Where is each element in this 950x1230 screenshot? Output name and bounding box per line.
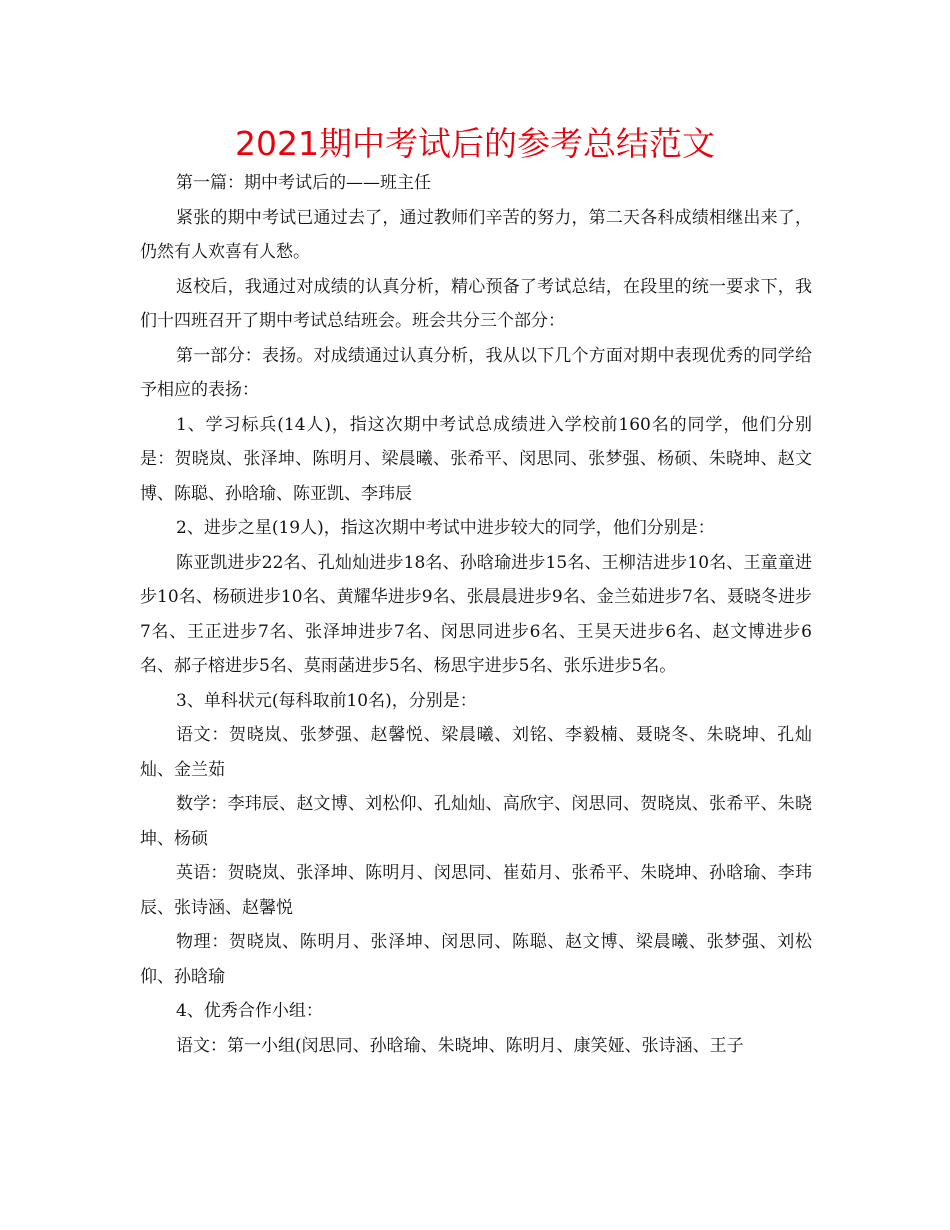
document-body [140, 166, 812, 1063]
paragraph-section-heading: 第一篇：期中考试后的——班主任 [176, 173, 431, 193]
paragraph-study-models: 1、学习标兵(14人)，指这次期中考试总成绩进入学校前160名的同学，他们分别是：贺晓岚、张泽坤、陈明月、梁晨曦、张希平、闵思同、张梦强、杨硕、朱晓坤、赵文博、陈聪、孙晗瑜、陈亚凯、李玮辰 [140, 414, 812, 504]
document-title: 2021期中考试后的参考总结范文 [235, 124, 715, 163]
paragraph-physics: 物理：贺晓岚、陈明月、张泽坤、闵思同、陈聪、赵文博、梁晨曦、张梦强、刘松仰、孙晗瑜 [140, 932, 812, 987]
paragraph-part-one: 第一部分：表扬。对成绩通过认真分析，我从以下几个方面对期中表现优秀的同学给予相应的表扬： [140, 345, 812, 400]
paragraph-cooperation-groups: 4、优秀合作小组： [176, 1001, 323, 1021]
paragraph-chinese-group: 语文：第一小组(闵思同、孙晗瑜、朱晓坤、陈明月、康笑娅、张诗涵、王子 [176, 1035, 744, 1056]
paragraph-meeting: 返校后，我通过对成绩的认真分析，精心预备了考试总结，在段里的统一要求下，我们十四班召开了期中考试总结班会。班会共分三个部分： [140, 276, 812, 331]
paragraph-math: 数学：李玮辰、赵文博、刘松仰、孔灿灿、高欣宇、闵思同、贺晓岚、张希平、朱晓坤、杨硕 [140, 794, 812, 849]
paragraph-intro: 紧张的期中考试已通过去了，通过教师们辛苦的努力，第二天各科成绩相继出来了，仍然有人欢喜有人愁。 [140, 207, 812, 262]
paragraph-progress-list: 陈亚凯进步22名、孔灿灿进步18名、孙晗瑜进步15名、王柳洁进步10名、王童童进步10名、杨硕进步10名、黄耀华进步9名、张晨晨进步9名、金兰茹进步7名、聂晓冬进步7名、王正进步7名、张泽坤进步7名、闵思同进步6名、王昊天进步6名、赵文博进步6名、郝子榕进步5名、莫雨菡进步5名、杨思宇进步5名、张乐进步5名。 [140, 552, 812, 676]
paragraph-subject-champions: 3、单科状元(每科取前10名)，分别是： [176, 690, 477, 711]
paragraph-english: 英语：贺晓岚、张泽坤、陈明月、闵思同、崔茹月、张希平、朱晓坤、孙晗瑜、李玮辰、张诗涵、赵馨悦 [140, 863, 812, 918]
paragraph-progress-stars: 2、进步之星(19人)，指这次期中考试中进步较大的同学，他们分别是： [176, 518, 715, 538]
paragraph-chinese: 语文：贺晓岚、张梦强、赵馨悦、梁晨曦、刘铭、李毅楠、聂晓冬、朱晓坤、孔灿灿、金兰茹 [140, 725, 812, 780]
